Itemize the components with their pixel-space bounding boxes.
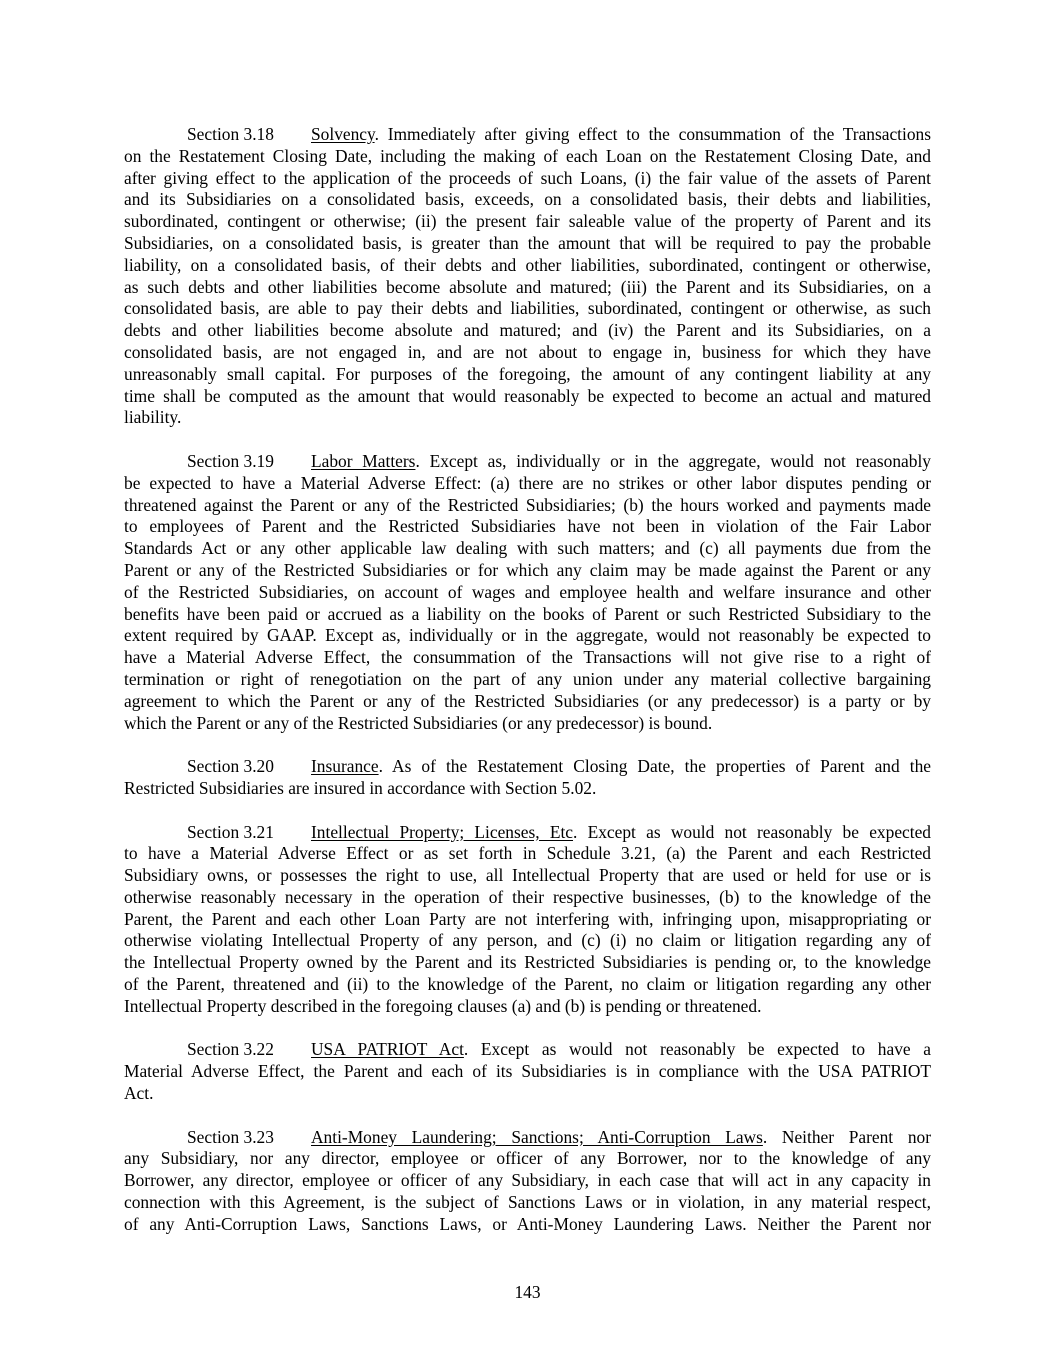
section-text: . Except as would not reasonably be expected to have a — [463, 1039, 931, 1060]
section-heading: Solvency — [311, 124, 375, 144]
text-line: threatened against the Parent or any of the Restricted Subsidiaries; (b) the hours worked and payments made — [124, 494, 931, 515]
section-paragraph — [124, 1127, 931, 1236]
section-number: Section 3.23 — [187, 1126, 274, 1147]
document-body — [124, 124, 931, 1257]
section-number: Section 3.22 — [187, 1039, 274, 1060]
text-line: to employees of Parent and the Restricted Subsidiaries have not been in violation of the Fair Labor — [124, 516, 931, 537]
section-text: . Immediately after giving effect to the consummation of the Transactions — [374, 124, 931, 144]
section-first-line-text — [311, 1127, 931, 1149]
text-line: consolidated basis, are able to pay their debts and liabilities, subordinated, contingent or otherwise, as such — [124, 298, 931, 319]
section-first-line — [124, 1127, 931, 1149]
text-line: on the Restatement Closing Date, including the making of each Loan on the Restatement Closing Date, and — [124, 145, 931, 166]
section-first-line — [124, 124, 931, 146]
text-line: otherwise violating Intellectual Property of any person, and (c) (i) no claim or litigation regarding any of — [124, 930, 931, 951]
text-line: subordinated, contingent or otherwise; (ii) the present fair saleable value of the property of Parent and its — [124, 211, 931, 232]
section-heading: Anti-Money Laundering; Sanctions; Anti-Corruption Laws — [311, 1126, 763, 1147]
text-line: Parent or any of the Restricted Subsidiaries or for which any claim may be made against the Parent or any — [124, 559, 931, 580]
text-line: any Subsidiary, nor any director, employee or officer of any Borrower, nor to the knowledge of any — [124, 1148, 931, 1169]
section-first-line-text — [311, 756, 931, 778]
section-paragraph — [124, 451, 931, 734]
text-line: Borrower, any director, employee or officer of any Subsidiary, in each case that will act in any capacity in — [124, 1170, 931, 1191]
section-number: Section 3.19 — [187, 450, 274, 471]
text-line: Parent, the Parent and each other Loan Party are not interfering with, infringing upon, misappropriating or — [124, 908, 931, 929]
text-line: Subsidiaries, on a consolidated basis, is greater than the amount that will be required to pay the probable — [124, 232, 931, 253]
text-line: Restricted Subsidiaries are insured in accordance with Section 5.02. — [124, 777, 597, 798]
section-first-line-text — [311, 822, 931, 844]
text-line: to have a Material Adverse Effect or as set forth in Schedule 3.21, (a) the Parent and each Restricted — [124, 843, 931, 864]
section-number: Section 3.21 — [187, 821, 274, 842]
text-line: Standards Act or any other applicable law dealing with such matters; and (c) all payments due from the — [124, 538, 931, 559]
section-first-line — [124, 822, 931, 844]
section-first-line-text — [311, 124, 931, 146]
section-first-line — [124, 1039, 931, 1061]
section-text: . Neither Parent nor — [762, 1126, 931, 1147]
text-line: otherwise reasonably necessary in the operation of their respective businesses, (b) to the knowledge of the — [124, 886, 931, 907]
text-line: of any Anti-Corruption Laws, Sanctions Laws, or Anti-Money Laundering Laws. Neither the Parent nor — [124, 1213, 931, 1234]
text-line: Intellectual Property described in the foregoing clauses (a) and (b) is pending or threatened. — [124, 995, 762, 1016]
section-text: . Except as would not reasonably be expected — [573, 821, 931, 842]
text-line: of the Parent, threatened and (ii) to the knowledge of the Parent, no claim or litigation regarding any other — [124, 974, 931, 995]
section-number: Section 3.18 — [187, 124, 274, 144]
section-paragraph — [124, 1039, 931, 1104]
section-number: Section 3.20 — [187, 756, 274, 777]
section-text: . Except as, individually or in the aggregate, would not reasonably — [415, 450, 931, 471]
text-line: consolidated basis, are not engaged in, and are not about to engage in, business for which they have — [124, 341, 931, 362]
text-line: and its Subsidiaries on a consolidated basis, exceeds, on a consolidated basis, their debts and liabilities, — [124, 189, 931, 210]
section-first-line-text — [311, 451, 931, 473]
section-paragraph — [124, 124, 931, 429]
text-line: debts and other liabilities become absolute and matured; and (iv) the Parent and its Subsidiaries, on a — [124, 320, 931, 341]
text-line: the Intellectual Property owned by the Parent and its Restricted Subsidiaries is pending or, to the knowledge — [124, 952, 931, 973]
text-line: agreement to which the Parent or any of the Restricted Subsidiaries (or any predecessor) is a party or by — [124, 690, 931, 711]
section-first-line — [124, 756, 931, 778]
section-text: . As of the Restatement Closing Date, the properties of Parent and the — [378, 756, 931, 777]
section-paragraph — [124, 822, 931, 1018]
text-line: termination or right of renegotiation on the part of any union under any material collective bargaining — [124, 668, 931, 689]
section-paragraph — [124, 756, 931, 800]
section-first-line — [124, 451, 931, 473]
section-heading: Labor Matters — [311, 450, 416, 471]
section-first-line-text — [311, 1039, 931, 1061]
section-heading: USA PATRIOT Act — [311, 1039, 464, 1060]
text-line: Subsidiary owns, or possesses the right to use, all Intellectual Property that are used or held for use or is — [124, 865, 931, 886]
text-line: liability. — [124, 407, 182, 428]
text-line: which the Parent or any of the Restricted Subsidiaries (or any predecessor) is bound. — [124, 712, 713, 733]
text-line: benefits have been paid or accrued as a liability on the books of Parent or such Restricted Subsidiary to the — [124, 603, 931, 624]
text-line: of the Restricted Subsidiaries, on account of wages and employee health and welfare insurance and other — [124, 581, 931, 602]
text-line: be expected to have a Material Adverse Effect: (a) there are no strikes or other labor disputes pending or — [124, 472, 931, 493]
text-line: after giving effect to the application of the proceeds of such Loans, (i) the fair value of the assets of Parent — [124, 167, 931, 188]
text-line: Act. — [124, 1083, 154, 1104]
section-heading: Insurance — [311, 756, 379, 777]
text-line: liability, on a consolidated basis, of their debts and other liabilities, subordinated, contingent or otherwise, — [124, 254, 931, 275]
text-line: connection with this Agreement, is the subject of Sanctions Laws or in violation, in any material respect, — [124, 1192, 931, 1213]
text-line: have a Material Adverse Effect, the consummation of the Transactions will not give rise to a right of — [124, 647, 931, 668]
section-heading: Intellectual Property; Licenses, Etc — [311, 821, 574, 842]
text-line: extent required by GAAP. Except as, individually or in the aggregate, would not reasonably be expected to — [124, 625, 931, 646]
page-number: 143 — [514, 1282, 541, 1302]
text-line: as such debts and other liabilities become absolute and matured; (iii) the Parent and its Subsidiaries, on a — [124, 276, 931, 297]
text-line: Material Adverse Effect, the Parent and each of its Subsidiaries is in compliance with the USA PATRIOT — [124, 1061, 931, 1082]
text-line: unreasonably small capital. For purposes of the foregoing, the amount of any contingent liability at any — [124, 363, 931, 384]
text-line: time shall be computed as the amount that would reasonably be expected to become an actual and matured — [124, 385, 931, 406]
